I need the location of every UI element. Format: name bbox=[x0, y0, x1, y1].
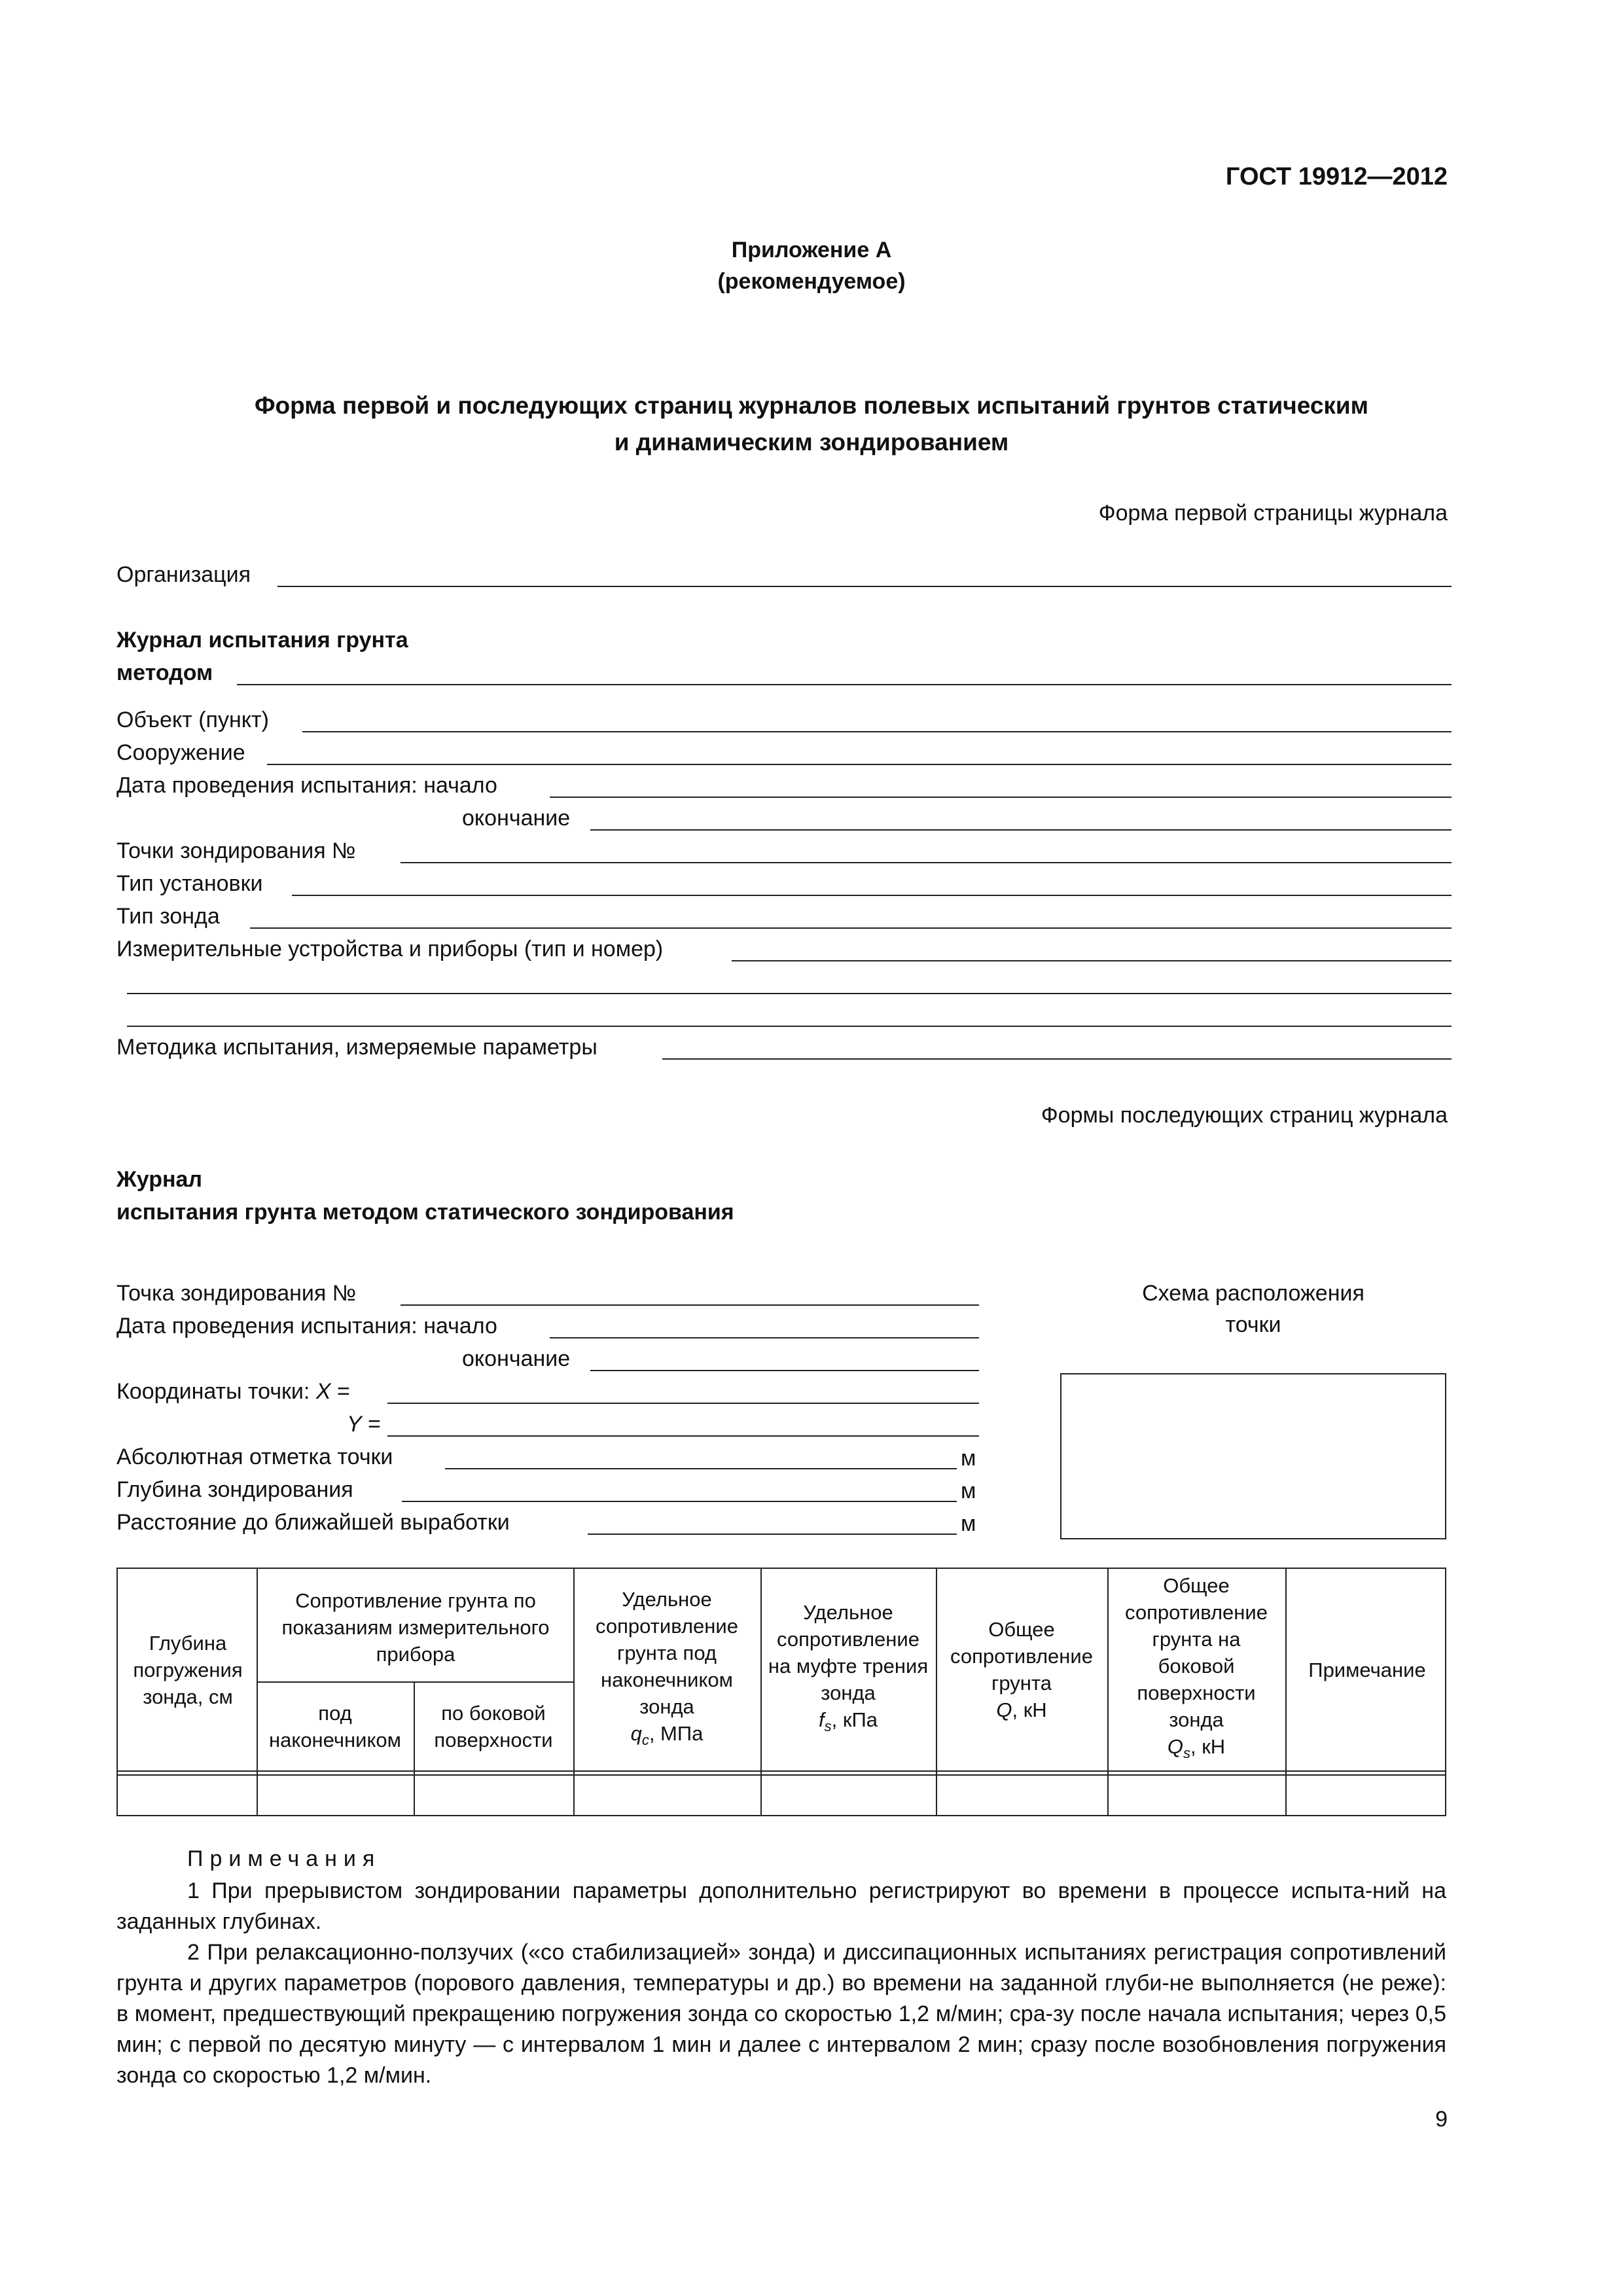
object-label: Объект (пункт) bbox=[116, 708, 269, 732]
notes-heading: Примечания bbox=[187, 1846, 382, 1871]
main-title-line1: Форма первой и последующих страниц журналов полевых испытаний грунтов статическим bbox=[254, 392, 1369, 419]
date-start-label: Дата проведения испытания: начало bbox=[116, 1314, 497, 1338]
journal-label-line2: методом bbox=[116, 660, 213, 685]
note-2: 2 При релаксационно-ползучих («со стабилизацией» зонда) и диссипационных испытаниях регистрация сопротивлений грунта и других параметров (порового давления, температуры и др.) во времени на заданной глуби-не выполняется (не реже): в момент, предшествующий прекращению погружения зонда со скоростью 1,2 м/мин; сра-зу после начала испытания; через 0,5 мин; с первой по десятую минуту — с интервалом 1 мин и далее с интервалом 2 мин; сразу после возобновления погружения зонда со скоростью 1,2 м/мин. bbox=[116, 1940, 1446, 2088]
col-fs-text: Удельное сопротивление на муфте трения зонда bbox=[768, 1601, 929, 1705]
q-symbol: Q bbox=[996, 1698, 1012, 1721]
abs-mark-unit: м bbox=[961, 1446, 976, 1471]
fs-unit: , кПа bbox=[831, 1708, 878, 1732]
method-label: Методика испытания, измеряемые параметры bbox=[116, 1035, 597, 1060]
journal-title-line1: Журнал bbox=[116, 1167, 203, 1192]
y-coord-field[interactable] bbox=[387, 1435, 979, 1437]
coords-label bbox=[116, 1378, 350, 1405]
appendix-title: Приложение А bbox=[731, 238, 892, 262]
qs-symbol: Q bbox=[1167, 1735, 1183, 1759]
col-qs-text: Общее сопротивление грунта на боковой поверхности зонда bbox=[1125, 1574, 1268, 1732]
col-qc-unit-line bbox=[631, 1720, 704, 1753]
instruments-field[interactable] bbox=[732, 960, 1452, 961]
point-label: Точка зондирования № bbox=[116, 1281, 357, 1306]
y-label: Y bbox=[347, 1412, 362, 1437]
y-coord-label bbox=[347, 1411, 381, 1437]
appendix-subtitle: (рекомендуемое) bbox=[717, 269, 906, 294]
abs-mark-label: Абсолютная отметка точки bbox=[116, 1444, 393, 1469]
instruments-field-extra-2[interactable] bbox=[127, 1026, 1452, 1027]
qs-sub: s bbox=[1183, 1745, 1190, 1762]
instruments-field-extra-1[interactable] bbox=[127, 993, 1452, 994]
qc-symbol: q bbox=[630, 1721, 642, 1745]
probe-type-label: Тип зонда bbox=[116, 904, 220, 929]
depth-label: Глубина зондирования bbox=[116, 1477, 353, 1502]
point-field[interactable] bbox=[401, 1304, 979, 1306]
coords-text: Координаты точки: bbox=[116, 1379, 310, 1404]
depth-field[interactable] bbox=[402, 1501, 957, 1502]
main-title-line2: и динамическим зондированием bbox=[614, 429, 1009, 456]
col-side-header: по боковой поверхности bbox=[434, 1702, 553, 1751]
organization-field[interactable] bbox=[277, 586, 1452, 587]
col-tip-header: под наконечником bbox=[269, 1702, 401, 1751]
test-date-end-field[interactable] bbox=[590, 829, 1452, 831]
scheme-label-line1: Схема расположения bbox=[1142, 1281, 1364, 1306]
test-date-end-label: окончание bbox=[462, 806, 571, 831]
object-field[interactable] bbox=[302, 731, 1452, 732]
points-field[interactable] bbox=[401, 862, 1452, 863]
date-end-label: окончание bbox=[462, 1346, 571, 1371]
x-eq: = bbox=[336, 1379, 350, 1404]
journal-label-line1: Журнал испытания грунта bbox=[116, 628, 408, 653]
method-field[interactable] bbox=[237, 684, 1452, 685]
table-row[interactable] bbox=[118, 1776, 1445, 1815]
distance-field[interactable] bbox=[588, 1534, 957, 1535]
organization-label: Организация bbox=[116, 562, 251, 587]
installation-type-label: Тип установки bbox=[116, 871, 263, 896]
structure-label: Сооружение bbox=[116, 740, 245, 765]
journal-title-line2: испытания грунта методом статического зондирования bbox=[116, 1200, 734, 1225]
date-end-field[interactable] bbox=[590, 1370, 979, 1371]
col-qc-text: Удельное сопротивление грунта под наконечником зонда bbox=[596, 1587, 738, 1718]
fs-symbol: f bbox=[819, 1708, 825, 1732]
col-depth-header: Глубина погружения зонда, см bbox=[133, 1631, 243, 1708]
probe-type-field[interactable] bbox=[250, 927, 1452, 929]
col-qc-header bbox=[577, 1569, 757, 1770]
installation-type-field[interactable] bbox=[292, 895, 1452, 896]
distance-unit: м bbox=[961, 1511, 976, 1536]
test-date-start-field[interactable] bbox=[550, 797, 1452, 798]
test-date-start-label: Дата проведения испытания: начало bbox=[116, 773, 497, 798]
page-number: 9 bbox=[1435, 2107, 1448, 2132]
col-note-header: Примечание bbox=[1308, 1658, 1426, 1681]
col-qs-unit-line bbox=[1168, 1733, 1225, 1767]
col-fs-header bbox=[764, 1569, 932, 1770]
scheme-label-line2: точки bbox=[1225, 1312, 1281, 1337]
standard-number: ГОСТ 19912—2012 bbox=[1225, 163, 1448, 190]
next-pages-caption: Формы последующих страниц журнала bbox=[1041, 1103, 1448, 1128]
header-bottom-line bbox=[118, 1770, 1445, 1772]
points-label: Точки зондирования № bbox=[116, 838, 356, 863]
results-table bbox=[116, 1568, 1446, 1816]
structure-field[interactable] bbox=[267, 764, 1452, 765]
instruments-label: Измерительные устройства и приборы (тип и номер) bbox=[116, 937, 664, 961]
qc-sub: c bbox=[641, 1732, 649, 1749]
scheme-box[interactable] bbox=[1060, 1373, 1446, 1539]
col-resistance-header: Сопротивление грунта по показаниям измерительного прибора bbox=[281, 1588, 550, 1666]
note-1: 1 При прерывистом зондировании параметры дополнительно регистрируют во времени в процессе испыта-ний на заданных глубинах. bbox=[116, 1878, 1446, 1934]
col-q-text: Общее сопротивление грунта bbox=[950, 1618, 1093, 1695]
distance-label: Расстояние до ближайшей выработки bbox=[116, 1510, 510, 1535]
depth-unit: м bbox=[961, 1479, 976, 1503]
col-qs-header bbox=[1111, 1569, 1281, 1770]
qs-unit: , кН bbox=[1190, 1735, 1226, 1759]
col-q-unit-line bbox=[996, 1696, 1046, 1723]
col-q-header bbox=[940, 1569, 1103, 1770]
col-fs-unit-line bbox=[819, 1706, 878, 1740]
y-eq: = bbox=[368, 1412, 381, 1437]
fs-sub: s bbox=[824, 1718, 832, 1735]
abs-mark-field[interactable] bbox=[445, 1468, 957, 1469]
first-page-caption: Форма первой страницы журнала bbox=[1098, 501, 1448, 526]
qc-unit: , МПа bbox=[649, 1721, 704, 1745]
date-start-field[interactable] bbox=[550, 1337, 979, 1338]
q-unit: , кН bbox=[1012, 1698, 1047, 1721]
x-label: X bbox=[315, 1379, 331, 1404]
method-params-field[interactable] bbox=[662, 1058, 1452, 1060]
x-coord-field[interactable] bbox=[387, 1403, 979, 1404]
